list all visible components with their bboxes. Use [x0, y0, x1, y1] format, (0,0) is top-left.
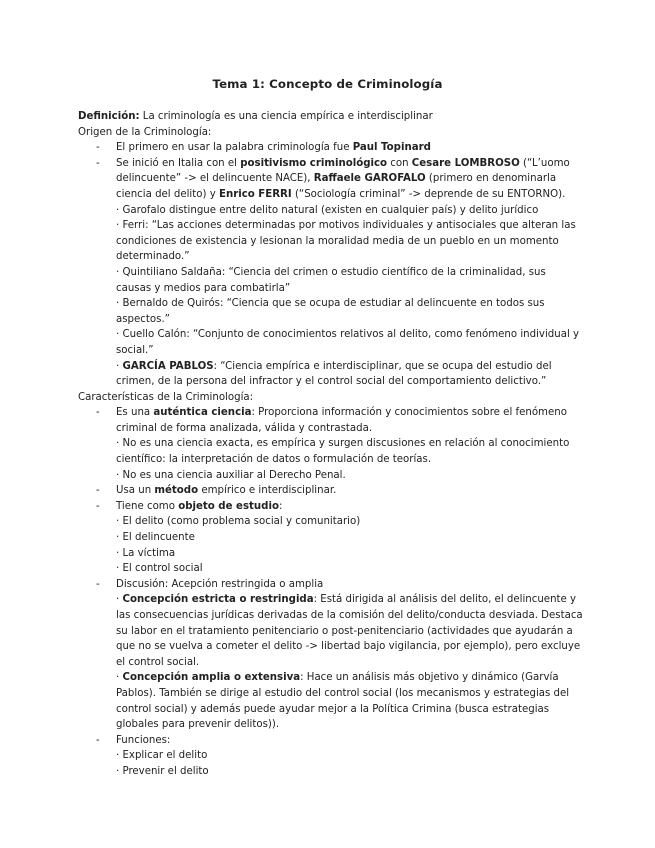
list-item: - Tiene como objeto de estudio: — [78, 499, 583, 515]
bullet-dash: - — [96, 157, 100, 169]
bullet-dash: - — [96, 407, 100, 419]
page-title: Tema 1: Concepto de Criminología — [212, 77, 443, 91]
section-heading-origen: Origen de la Criminología: — [78, 126, 212, 138]
bullet-dash: - — [96, 142, 100, 154]
list-item: - Se inició en Italia con el positivismo criminológico con Cesare LOMBROSO (“L’uomo delincuente” -> el delincuente NACE), Raffaele GAROFALO (primero en denominarla ciencia del delito) y Enrico FERRI (“Sociología criminal” -> deprende de su ENTORNO). — [96, 157, 570, 200]
sub-item: · El control social — [116, 563, 203, 575]
definition-label: Definición: — [78, 111, 140, 122]
sub-item: · No es una ciencia exacta, es empírica y surgen discusiones en relación al conocimiento científico: la interpretación de datos o formulación de teorías. — [116, 438, 570, 466]
list-item: - Discusión: Acepción restringida o amplia — [78, 577, 583, 593]
sub-item: · Explicar el delito — [116, 750, 208, 762]
sub-item: · El delincuente — [116, 532, 195, 544]
list-item: - Funciones: — [78, 733, 583, 749]
sub-item: · Bernaldo de Quirós: “Ciencia que se ocupa de estudiar al delincuente en todos sus aspectos.” — [116, 298, 545, 325]
sub-item: · El delito (como problema social y comunitario) — [116, 516, 361, 528]
list-item: - Es una auténtica ciencia: Proporciona información y conocimientos sobre el fenómeno criminal de forma analizada, válida y contrastada. — [96, 407, 567, 434]
sub-item: · Prevenir el delito — [116, 765, 209, 777]
sub-item: · Ferri: “Las acciones determinadas por motivos individuales y antisociales que alteran las condiciones de existencia y lesionan la moralidad media de un pueblo en un momento determinado.” — [116, 220, 576, 263]
definition-line: Definición: La criminología es una ciencia empírica e interdisciplinar — [78, 111, 433, 122]
bullet-dash: - — [96, 485, 100, 497]
sub-item: · Garofalo distingue entre delito natural (existen en cualquier país) y delito jurídico — [116, 204, 539, 216]
list-item: - Usa un método empírico e interdisciplinar. — [78, 483, 583, 499]
bullet-dash: - — [96, 734, 100, 746]
sub-item: · Cuello Calón: “Conjunto de conocimientos relativos al delito, como fenómeno individual y social.” — [116, 329, 580, 356]
bullet-dash: - — [96, 578, 100, 590]
sub-item: · GARCÍA PABLOS: “Ciencia empírica e interdisciplinar, que se ocupa del estudio del crimen, de la persona del infractor y el control social del comportamiento delictivo.” — [116, 360, 552, 388]
sub-item: · Concepción amplia o extensiva: Hace un análisis más objetivo y dinámico (Garvía Pablos). También se dirige al estudio del control social (los mecanismos y estrategias del control social) y además puede ayudar mejor a la Política Crimina (busca estrategias globales para prevenir delitos)). — [116, 672, 570, 731]
sub-item: · No es una ciencia auxiliar al Derecho Penal. — [116, 469, 346, 481]
section-heading-caracteristicas: Características de la Criminología: — [78, 391, 254, 403]
sub-item: · Quintiliano Saldaña: “Ciencia del crimen o estudio científico de la criminalidad, sus causas y medios para combatirla” — [116, 266, 546, 294]
bullet-dash: - — [96, 500, 100, 512]
sub-item: · Concepción estricta o restringida: Está dirigida al análisis del delito, el delincuente y las consecuencias jurídicas derivadas de la comisión del delito/conducta desviada. Destaca su labor en el tratamiento penitenciario o post-penitenciario (actividades que ayudarán a que no se vuelva a cometer el delito -> libertad bajo vigilancia, por ejemplo), pero excluye el control social. — [116, 594, 583, 668]
sub-item: · La víctima — [116, 547, 176, 559]
list-item: - El primero en usar la palabra criminología fue Paul Topinard — [78, 140, 583, 156]
document-body — [78, 109, 583, 780]
